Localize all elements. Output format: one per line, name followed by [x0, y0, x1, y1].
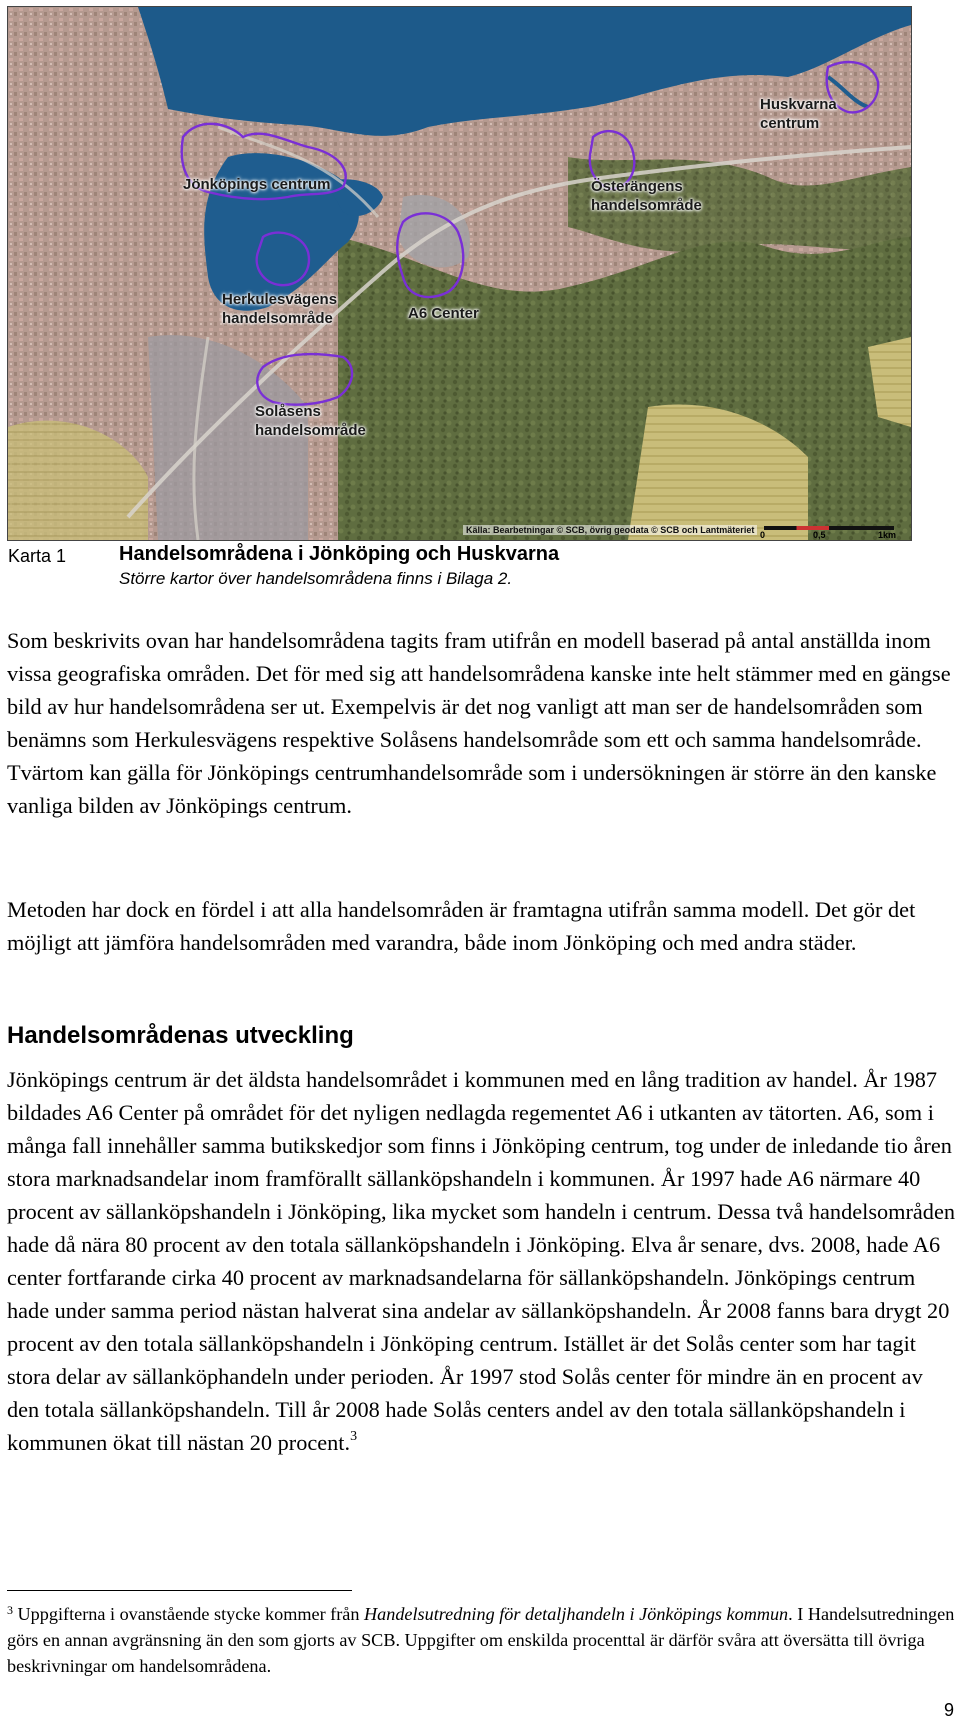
- scale-tick-half: 0,5: [813, 530, 826, 540]
- footnote-reference[interactable]: 3: [350, 1429, 358, 1444]
- footnote-text-before: Uppgifterna i ovanstående stycke kommer från: [17, 1604, 364, 1624]
- label-herkulesvagens-handelsomrade: Herkulesvägens handelsområde: [222, 291, 338, 327]
- footnote-number: 3: [7, 1603, 13, 1617]
- footnote: [7, 1601, 959, 1679]
- body-paragraph-2: [7, 893, 959, 959]
- paragraph-text: Metoden har dock en fördel i att alla handelsområden är framtagna utifrån samma modell. Det gör det möjligt att jämföra handelsområden med varandra, både inom Jönköping och med andra städer.: [7, 897, 916, 955]
- paragraph-text: Som beskrivits ovan har handelsområdena tagits fram utifrån en modell baserad på antal anställda inom vissa geografiska områden. Det för med sig att handelsområdena kanske inte helt stämmer med en gängse bild av hur handelsområdena ser ut. Exempelvis är det nog vanligt att man ser de handelsområden som benämns som Herkulesvägens respektive Solåsens handelsområde som ett och samma handelsområde. Tvärtom kan gälla för Jönköpings centrumhandelsområde som i undersökningen är större än den kanske vanliga bilden av Jönköpings centrum.: [7, 628, 951, 818]
- paragraph-text: [7, 1063, 959, 1459]
- aerial-map: [7, 6, 912, 541]
- page-number: 9: [944, 1700, 955, 1720]
- label-huskvarna-centrum: Huskvarna centrum: [760, 96, 837, 132]
- scale-tick-0: 0: [760, 530, 766, 540]
- label-osterangens-handelsomrade: Österängens handelsområde: [591, 178, 702, 214]
- footnote-divider: [7, 1590, 352, 1591]
- label-solasens-handelsomrade: Solåsens handelsområde: [255, 403, 366, 439]
- label-jonkopings-centrum: Jönköpings centrum: [183, 176, 331, 193]
- footnote-source-title: Handelsutredning för detaljhandeln i Jönköpings kommun: [364, 1604, 789, 1624]
- section-heading: Handelsområdenas utveckling: [7, 1022, 354, 1049]
- map-caption-subtitle: Större kartor över handelsområdena finns i Bilaga 2.: [119, 569, 513, 588]
- scale-bar: [758, 524, 908, 540]
- paragraph-3-text: Jönköpings centrum är det äldsta handelsområdet i kommunen med en lång tradition av handel. År 1987 bildades A6 Center på området för det nyligen nedlagda regementet A6 i utkanten av tätorten. A6, som i många fall innehåller samma butikskedjor som finns i Jönköping centrum, tog under de inledande tio åren stora marknadsandelar inom framförallt sällanköpshandeln i kommunen. År 1997 hade A6 närmare 40 procent av sällanköpshandeln i Jönköping, lika mycket som handeln i centrum. Dessa två handelsområden hade då nära 80 procent av den totala sällanköpshandeln i Jönköping. Elva år senare, dvs. 2008, hade A6 center fortfarande cirka 40 procent av marknadsandelarna för sällanköpshandeln. Jönköpings centrum hade under samma period nästan halverat sina andelar av sällanköpshandeln. År 2008 fanns bara drygt 20 procent av den totala sällanköpshandeln i Jönköping centrum. Istället är det Solås center som har tagit stora delar av sällanköphandeln under perioden. År 1997 stod Solås center för mindre än en procent av den totala sällanköpshandeln. Till år 2008 hade Solås centers andel av den totala sällanköpshandeln i kommunen ökat till nästan 20 procent.: [7, 1067, 955, 1455]
- map-caption-title: Handelsområdena i Jönköping och Huskvarna: [119, 543, 560, 565]
- scale-tick-1km: 1km: [878, 530, 897, 540]
- map-source-credit: Källa: Bearbetningar © SCB, övrig geodata © SCB och Lantmäteriet: [463, 525, 757, 535]
- scale-bar-graphic: [764, 526, 894, 530]
- footnote-text-after: . I Handelsutredningen görs en annan avgränsning än den som gjorts av SCB. Uppgifter om enskilda procenttal är därför svåra att översätta till övriga beskrivningar om handelsområdena.: [7, 1604, 955, 1676]
- body-paragraph-3: [7, 1063, 959, 1459]
- map-graphic: [8, 7, 911, 540]
- map-caption-number: Karta 1: [8, 546, 67, 566]
- body-paragraph-1: [7, 624, 959, 822]
- label-a6-center: A6 Center: [408, 305, 479, 322]
